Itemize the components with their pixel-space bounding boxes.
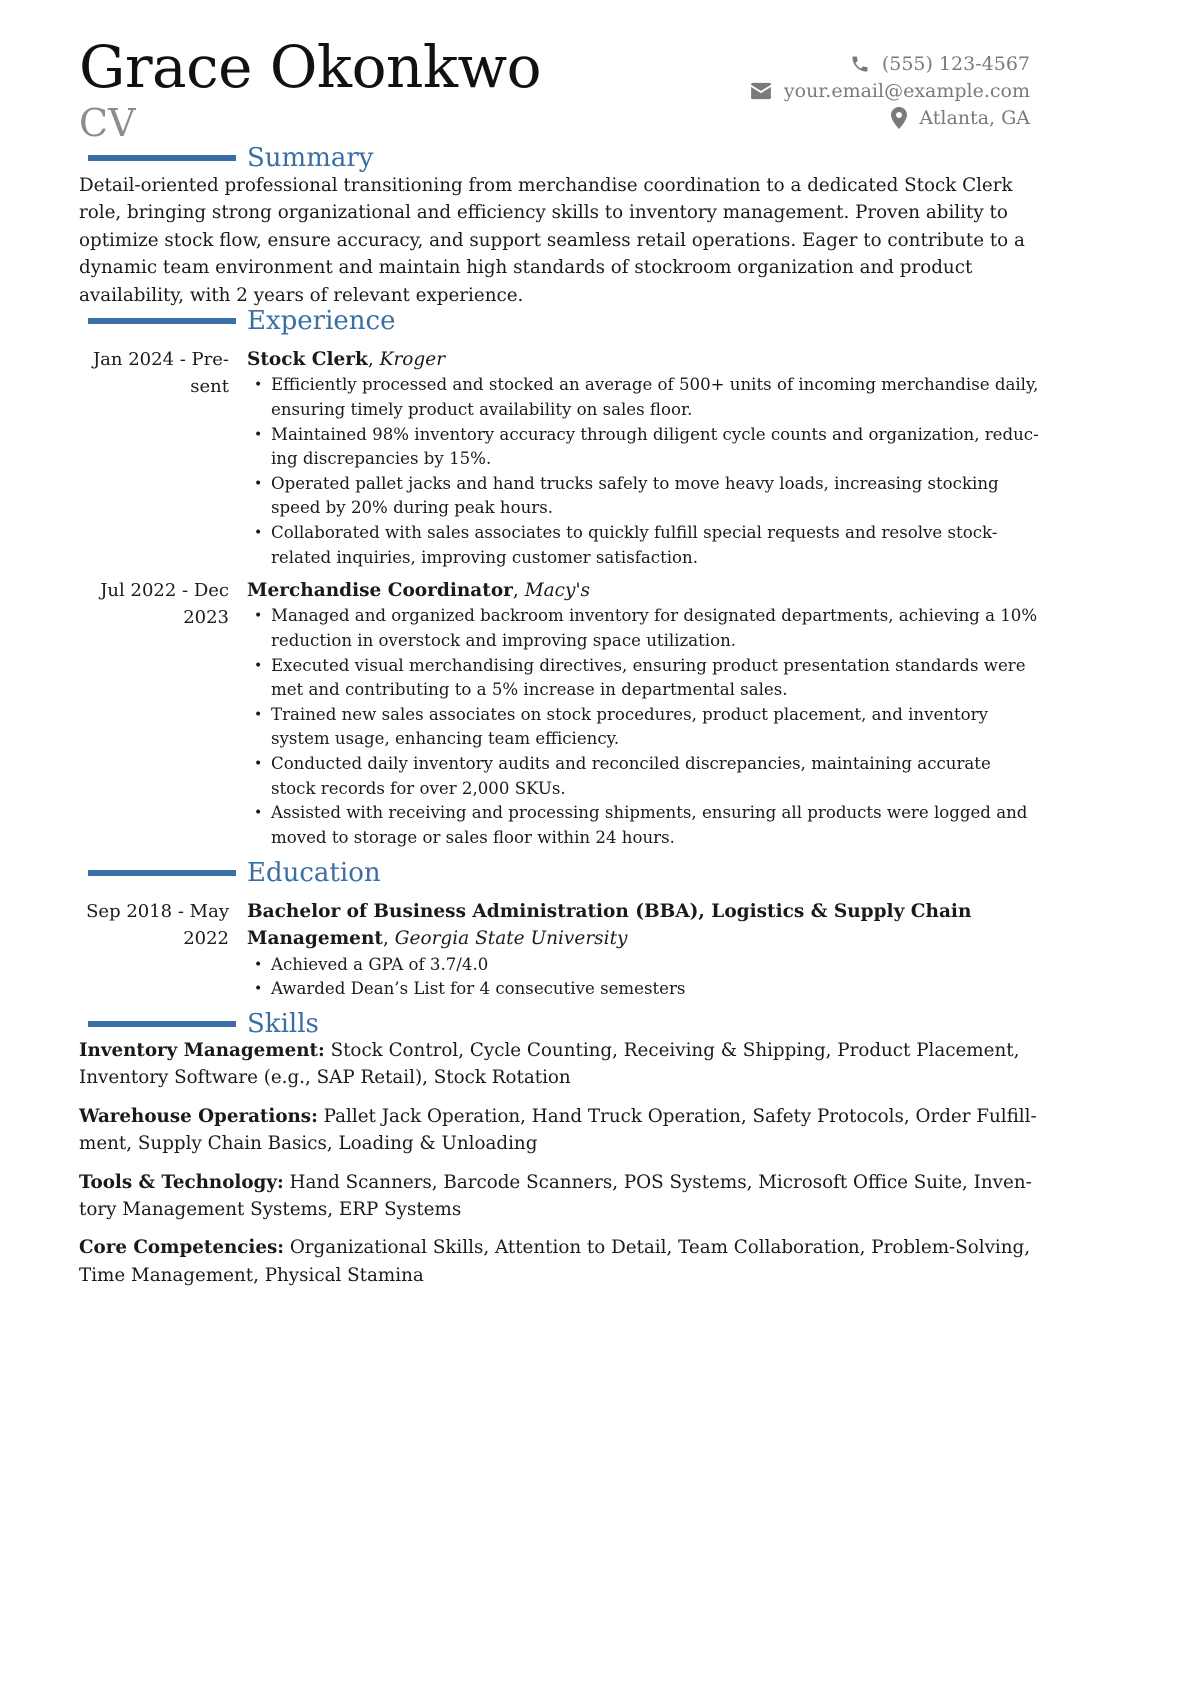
skill-group xyxy=(79,1103,1039,1158)
skill-values: Hand Scanners, Barcode Scanners, POS Systems, Microsoft Office Suite, Inven-tory Management Systems, ERP Systems xyxy=(79,1171,1032,1221)
section-accent-bar xyxy=(88,318,236,324)
section-heading-skills xyxy=(88,1011,319,1037)
list-item: • Assisted with receiving and processing shipments, ensuring all products were logged and moved to storage or sales floor within 24 hours. xyxy=(247,801,1039,850)
skill-values: Pallet Jack Operation, Hand Truck Operation, Safety Protocols, Order Fulfill-ment, Supply Chain Basics, Loading & Unloading xyxy=(79,1105,1037,1155)
entry-body xyxy=(247,898,1039,1002)
bullet-list xyxy=(247,604,1039,850)
date-line: Sep 2018 - May xyxy=(86,901,229,922)
list-item: • Awarded Dean’s List for 4 consecutive semesters xyxy=(247,977,1039,1002)
email-link[interactable]: your.email@example.com xyxy=(783,79,1030,102)
degree-name: Bachelor of Business Administration (BBA), Logistics & Supply Chain Management xyxy=(247,901,972,950)
entry-title: Merchandise Coordinator, Macy's xyxy=(247,580,591,601)
list-item: • Efficiently processed and stocked an average of 500+ units of incoming merchandise daily, ensuring timely product availability on sales floor. xyxy=(247,373,1039,422)
section-accent-bar xyxy=(88,155,236,161)
skills-list xyxy=(79,1037,1039,1300)
employer-name: Kroger xyxy=(379,349,446,370)
job-role: Merchandise Coordinator xyxy=(247,580,513,601)
entry-body xyxy=(247,577,1039,850)
entry-body xyxy=(247,346,1039,570)
employer-name: Macy's xyxy=(524,580,591,601)
section-heading-education xyxy=(88,860,381,886)
entry-date xyxy=(79,577,229,632)
skill-category: Tools & Technology: xyxy=(79,1171,284,1193)
date-line: 2022 xyxy=(183,928,229,950)
skill-category: Inventory Management: xyxy=(79,1040,325,1061)
school-name: Georgia State University xyxy=(394,928,628,950)
list-item: • Operated pallet jacks and hand trucks safely to move heavy loads, increasing stocking speed by 20% during peak hours. xyxy=(247,472,1039,521)
entry-date xyxy=(79,898,229,953)
skill-values: Organizational Skills, Attention to Detail, Team Collaboration, Problem-Solving, Time Management, Physical Stamina xyxy=(79,1237,1031,1286)
section-title: Education xyxy=(247,858,381,888)
skill-group xyxy=(79,1037,1039,1092)
date-line: 2023 xyxy=(183,607,229,629)
list-item: • Collaborated with sales associates to quickly fulfill special requests and resolve stock-related inquiries, improving customer satisfaction. xyxy=(247,521,1039,570)
skill-category: Core Competencies: xyxy=(79,1237,284,1259)
list-item: • Managed and organized backroom inventory for designated departments, achieving a 10% reduction in overstock and improving space utilization. xyxy=(247,604,1039,653)
list-item: • Maintained 98% inventory accuracy through diligent cycle counts and organization, reduc-ing discrepancies by 15%. xyxy=(247,423,1039,472)
entry-title: Stock Clerk, Kroger xyxy=(247,349,446,370)
bullet-list xyxy=(247,953,1039,1002)
section-heading-experience xyxy=(88,308,396,334)
section-title: Experience xyxy=(247,306,396,336)
contact-block xyxy=(750,50,1030,131)
list-item: • Executed visual merchandising directives, ensuring product presentation standards were met and contributing to a 5% increase in departmental sales. xyxy=(247,654,1039,703)
section-title: Summary xyxy=(247,143,374,173)
phone-text: (555) 123-4567 xyxy=(881,52,1030,75)
contact-location xyxy=(750,104,1030,131)
candidate-name: Grace Okonkwo xyxy=(79,33,542,101)
map-pin-icon xyxy=(891,107,907,129)
skill-category: Warehouse Operations: xyxy=(79,1105,318,1127)
section-accent-bar xyxy=(88,870,236,876)
envelope-icon xyxy=(750,82,772,100)
skill-values: Stock Control, Cycle Counting, Receiving & Shipping, Product Placement, Inventory Software (e.g., SAP Retail), Stock Rotation xyxy=(79,1040,1020,1089)
contact-phone xyxy=(750,50,1030,77)
section-accent-bar xyxy=(88,1021,236,1027)
list-item: • Achieved a GPA of 3.7/4.0 xyxy=(247,953,1039,978)
date-line: Jul 2022 - Dec xyxy=(100,580,229,601)
entry-date xyxy=(79,346,229,401)
list-item: • Conducted daily inventory audits and reconciled discrepancies, maintaining accurate stock records for over 2,000 SKUs. xyxy=(247,752,1039,801)
location-text: Atlanta, GA xyxy=(919,106,1030,129)
list-item: • Trained new sales associates on stock procedures, product placement, and inventory system usage, enhancing team efficiency. xyxy=(247,703,1039,752)
entry-title: Bachelor of Business Administration (BBA), Logistics & Supply Chain Management, Georgia State University xyxy=(247,901,972,950)
skill-group xyxy=(79,1169,1039,1224)
phone-icon xyxy=(850,54,870,74)
section-heading-summary xyxy=(88,145,373,171)
contact-email xyxy=(750,77,1030,104)
date-line: sent xyxy=(190,376,229,398)
skill-group xyxy=(79,1234,1039,1289)
document-subtitle: CV xyxy=(79,101,136,145)
summary-text: Detail-oriented professional transitioning from merchandise coordination to a dedicated Stock Clerk role, bringing strong organizational and efficiency skills to inventory management. Proven ability to optimize stock flow, ensure accuracy, and support seamless retail operations. Eager to contribute to a dynamic team environment and maintain high standards of stockroom organization and product availability, with 2 years of relevant experience. xyxy=(79,175,1025,306)
bullet-list xyxy=(247,373,1039,570)
job-role: Stock Clerk xyxy=(247,349,368,370)
section-title: Skills xyxy=(247,1009,319,1039)
date-line: Jan 2024 - Pre- xyxy=(92,349,229,370)
